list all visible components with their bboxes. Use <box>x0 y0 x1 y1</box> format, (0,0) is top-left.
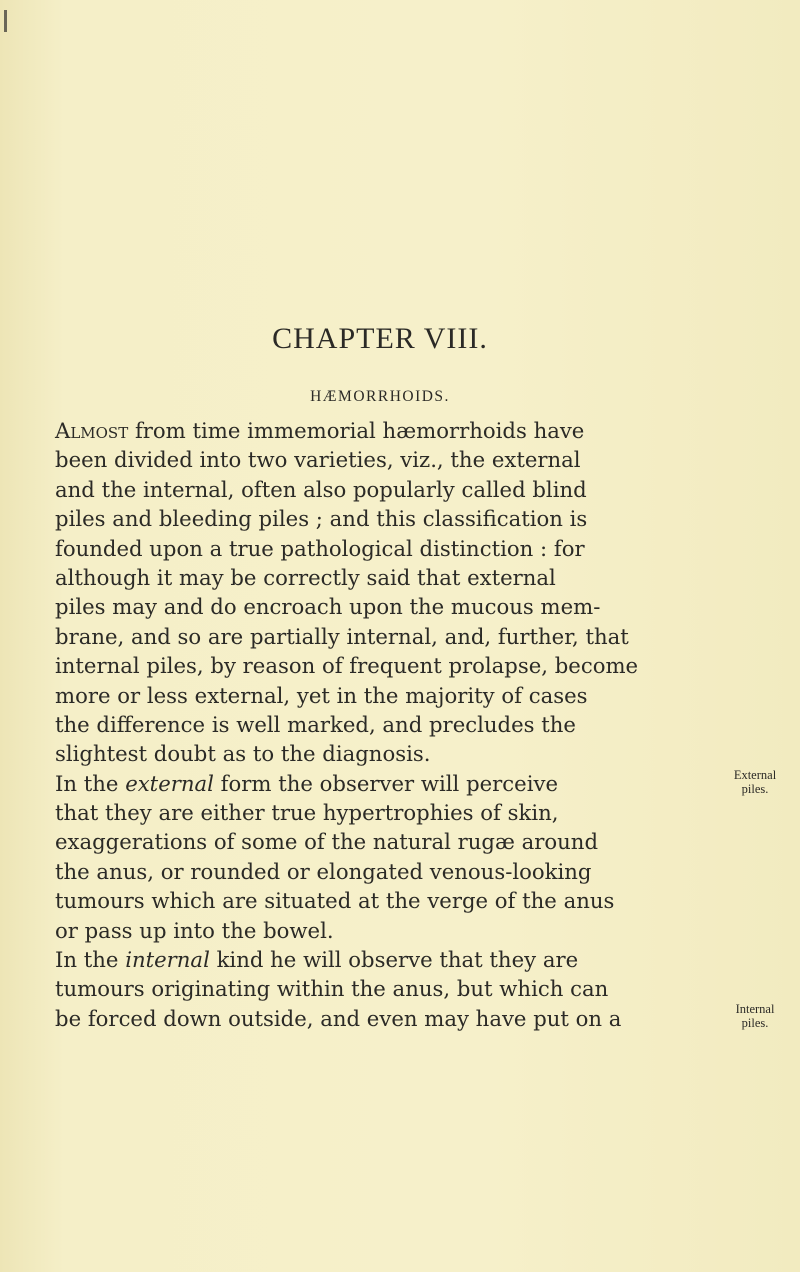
margin-note-line: piles. <box>741 782 769 796</box>
text-line-9: internal piles, by reason of frequent prolapse, become <box>55 653 639 679</box>
small-caps-word: lmost <box>70 418 129 443</box>
text-line-18: or pass up into the bowel. <box>55 917 334 943</box>
line-start: In the <box>55 770 126 796</box>
text-line-2: been divided into two varieties, viz., the external <box>55 447 581 473</box>
margin-note-external <box>720 768 790 796</box>
body-text <box>55 416 715 1033</box>
text-line-21: be forced down outside, and even may have put on a <box>55 1005 622 1031</box>
text-line-20: tumours originating within the anus, but which can <box>55 976 609 1002</box>
text-line-13 <box>55 769 715 798</box>
drop-initial: A <box>55 418 71 443</box>
text-line-14: that they are either true hypertrophies of skin, <box>55 800 559 826</box>
text-line-11: the difference is well marked, and precludes the <box>55 711 576 737</box>
chapter-title: CHAPTER VIII. <box>272 322 488 355</box>
italic-word: external <box>125 770 214 796</box>
text-line-3: and the internal, often also popularly called blind <box>55 476 587 502</box>
line-rest: form the observer will perceive <box>213 770 558 796</box>
margin-note-line: piles. <box>741 1016 769 1030</box>
text-line-16: the anus, or rounded or elongated venous-looking <box>55 858 592 884</box>
line-rest: kind he will observe that they are <box>209 947 579 973</box>
text-line-15: exaggerations of some of the natural rugæ around <box>55 829 599 855</box>
page-edge-mark <box>4 10 7 32</box>
line-start: In the <box>55 947 126 973</box>
text-line-1 <box>55 416 715 445</box>
text-line-4: piles and bleeding piles ; and this classification is <box>55 506 588 532</box>
text-line-6: although it may be correctly said that external <box>55 564 556 590</box>
text-line-7: piles may and do encroach upon the mucous mem- <box>55 594 601 620</box>
margin-note-line: Internal <box>735 1002 775 1016</box>
text-line-10: more or less external, yet in the majority of cases <box>55 682 588 708</box>
text-line-8: brane, and so are partially internal, and, further, that <box>55 623 629 649</box>
margin-note-line: External <box>733 768 777 782</box>
margin-note-internal <box>720 1002 790 1030</box>
section-title: HÆMORRHOIDS. <box>310 388 450 405</box>
text-line-17: tumours which are situated at the verge of the anus <box>55 888 615 914</box>
italic-word: internal <box>125 947 210 973</box>
text-line-19 <box>55 945 715 974</box>
text-line-5: founded upon a true pathological distinction : for <box>55 535 585 561</box>
line-rest: from time immemorial hæmorrhoids have <box>128 418 585 443</box>
text-line-12: slightest doubt as to the diagnosis. <box>55 741 431 767</box>
